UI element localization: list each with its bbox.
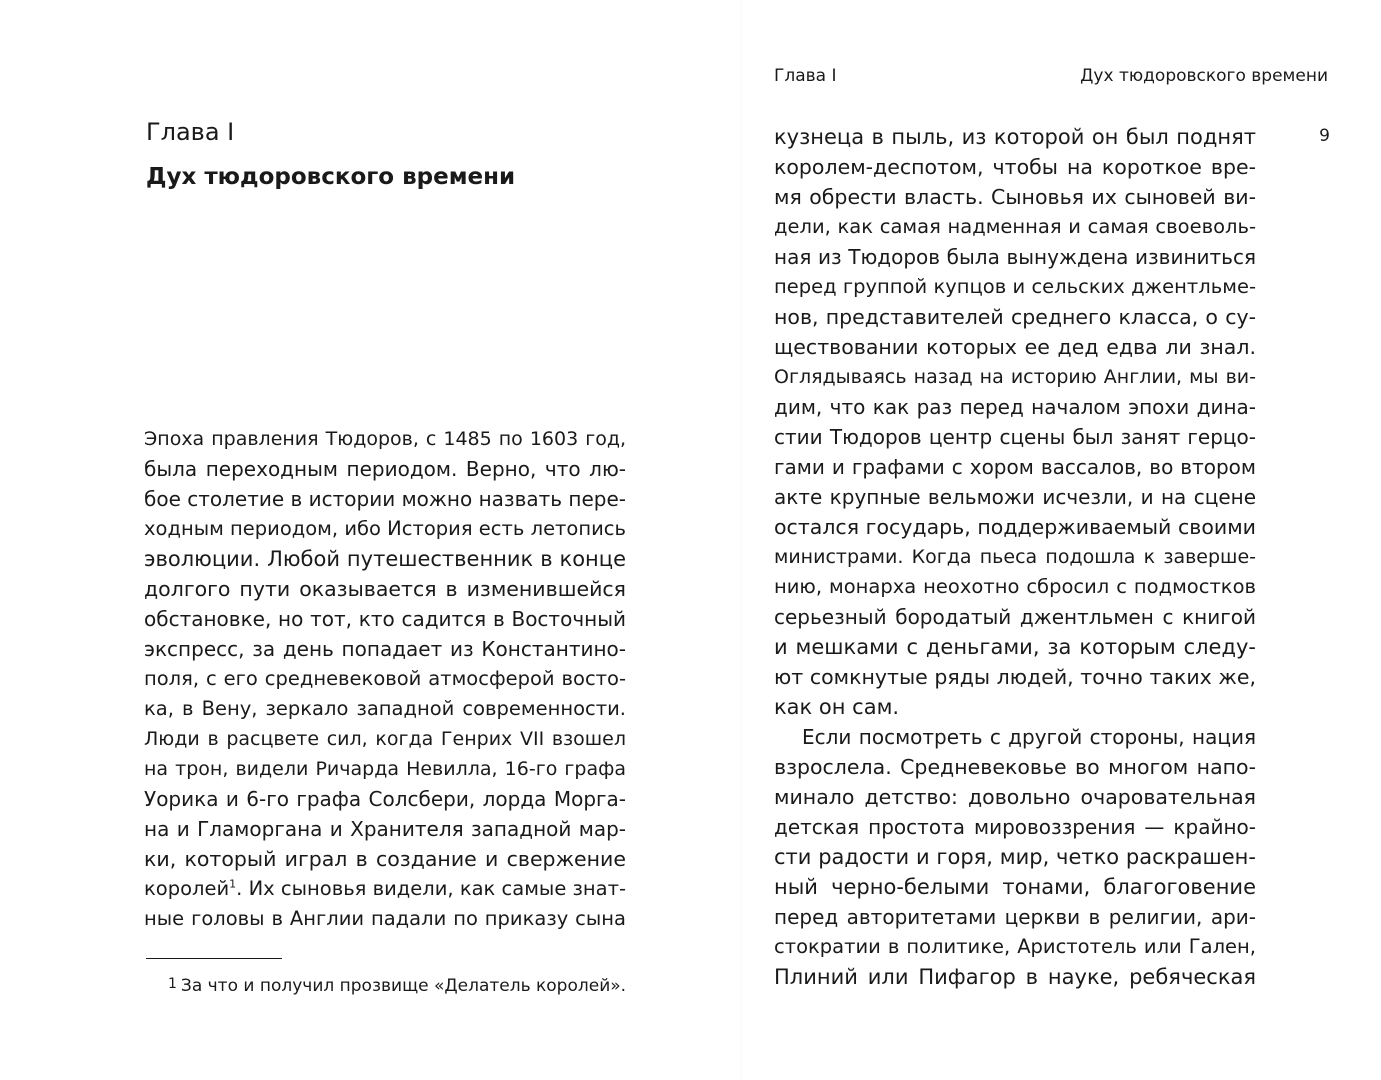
running-head-title: Дух тюдоровского времени	[1080, 66, 1328, 86]
body-line: ществовании которых ее дед едва ли знал.	[774, 335, 1256, 359]
body-line: ка, в Вену, зеркало западной современности.	[144, 697, 626, 720]
chapter-title: Дух тюдоровского времени	[146, 164, 516, 190]
body-line: королем-деспотом, чтобы на короткое вре-	[774, 155, 1256, 179]
body-line: нов, представителей среднего класса, о су-	[774, 305, 1256, 329]
body-line: мя обрести власть. Сыновья их сыновей ви-	[774, 185, 1256, 209]
body-line: взрослела. Средневековье во многом напо-	[774, 755, 1256, 779]
body-line: на трон, видели Ричарда Невилла, 16-го графа	[144, 758, 626, 780]
body-line: Оглядываясь назад на историю Англии, мы ви-	[774, 366, 1256, 388]
text-after-footnote: . Их сыновья видели, как самые знат-	[236, 877, 626, 900]
body-line: ют сомкнутые ряды людей, точно таких же,	[774, 665, 1256, 689]
body-line: экспресс, за день попадает из Константино-	[144, 637, 626, 661]
body-line: эволюции. Любой путешественник в конце	[144, 547, 626, 571]
footnote	[168, 972, 626, 998]
body-line: Плиний или Пифагор в науке, ребяческая	[774, 965, 1256, 989]
body-line: на и Гламоргана и Хранителя западной мар-	[144, 817, 626, 841]
paragraph-end-line: как он сам.	[774, 695, 900, 719]
body-line: дим, что как раз перед началом эпохи дина-	[774, 395, 1256, 419]
body-line: ки, который играл в создание и свержение	[144, 847, 626, 871]
page-number: 9	[1319, 126, 1330, 146]
body-line: остался государь, поддерживаемый своими	[774, 515, 1256, 539]
body-line: ные головы в Англии падали по приказу сына	[144, 907, 626, 930]
body-line: стократии в политике, Аристотель или Гален,	[774, 935, 1256, 958]
body-line: министрами. Когда пьеса подошла к заверше-	[774, 546, 1256, 568]
body-line: бое столетие в истории можно назвать пере-	[144, 487, 627, 511]
right-page-body	[774, 122, 1256, 992]
body-line-with-footnote	[144, 874, 626, 904]
footnote-divider	[146, 958, 282, 959]
body-line: сти радости и горя, мир, четко раскрашен-	[774, 845, 1256, 869]
body-line: детская простота мировоззрения — крайно-	[774, 815, 1256, 839]
book-gutter	[741, 0, 742, 1080]
body-line: перед группой купцов и сельских джентльме-	[774, 275, 1256, 298]
body-line: ный черно-белыми тонами, благоговение	[774, 875, 1256, 899]
footnote-reference[interactable]: 1	[229, 877, 237, 891]
body-line: Эпоха правления Тюдоров, с 1485 по 1603 год,	[144, 428, 626, 450]
footnote-text: За что и получил прозвище «Делатель королей».	[180, 976, 627, 996]
footnote-number: 1	[168, 976, 177, 992]
body-line: нию, монарха неохотно сбросил с подмостков	[774, 575, 1256, 598]
body-line: Уорика и 6-го графа Солсбери, лорда Морга-	[144, 787, 626, 811]
body-line: перед авторитетами церкви в религии, ари-	[774, 905, 1256, 929]
body-line: стии Тюдоров центр сцены был занят герцо-	[774, 425, 1256, 449]
body-line: кузнеца в пыль, из которой он был поднят	[774, 125, 1256, 149]
body-line: дели, как самая надменная и самая своеволь-	[774, 215, 1256, 238]
body-line: обстановке, но тот, кто садится в Восточный	[144, 607, 626, 631]
body-line: ная из Тюдоров была вынуждена извиниться	[774, 245, 1256, 269]
chapter-label: Глава I	[146, 118, 235, 146]
body-line: минало детство: довольно очаровательная	[774, 785, 1256, 809]
body-line: долгого пути оказывается в изменившейся	[144, 577, 626, 601]
left-page-body	[144, 424, 626, 934]
running-head-chapter: Глава I	[774, 66, 837, 86]
body-line: и мешками с деньгами, за которым следу-	[774, 635, 1256, 659]
body-line: была переходным периодом. Верно, что лю-	[144, 457, 626, 481]
body-line: ходным периодом, ибо История есть летопись	[144, 517, 626, 540]
body-line: серьезный бородатый джентльмен с книгой	[774, 605, 1256, 629]
body-line: акте крупные вельможи исчезли, и на сцене	[774, 485, 1256, 509]
body-line: гами и графами с хором вассалов, во втором	[774, 455, 1256, 479]
body-line: поля, с его средневековой атмосферой восто-	[144, 667, 626, 690]
text-before-footnote: королей	[144, 877, 230, 900]
paragraph-start-line: Если посмотреть с другой стороны, нация	[802, 725, 1256, 749]
body-line: Люди в расцвете сил, когда Генрих VII взошел	[144, 728, 626, 750]
